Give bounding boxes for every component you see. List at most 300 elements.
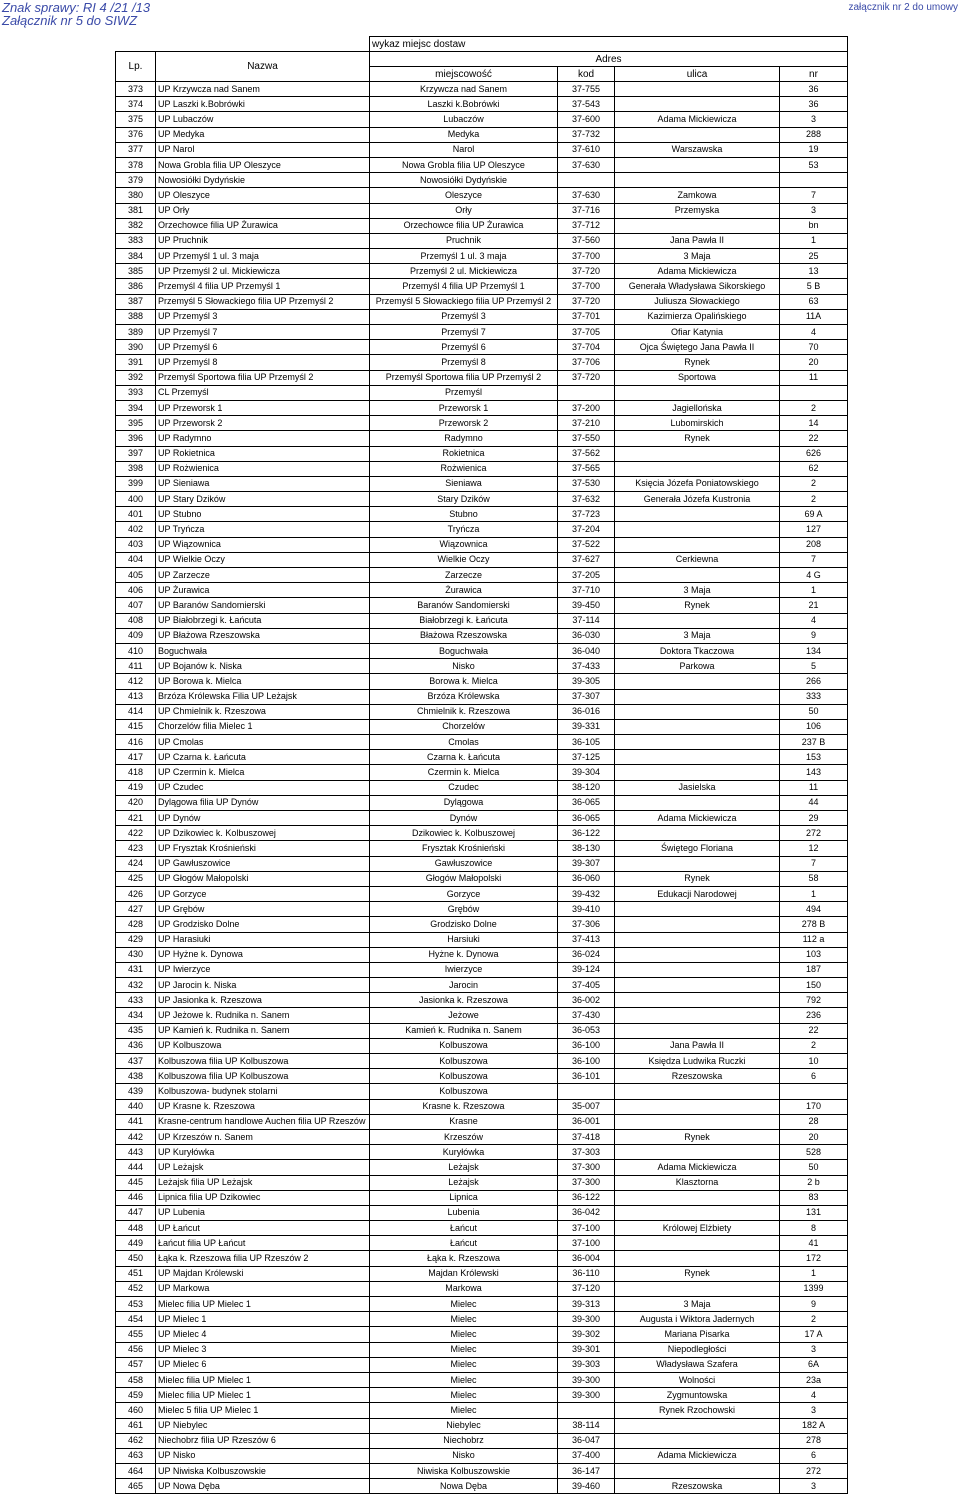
row-name: Łąka k. Rzeszowa filia UP Rzeszów 2 (156, 1251, 370, 1266)
table-row (116, 902, 848, 917)
row-street (615, 689, 780, 704)
row-city: Nowosiółki Dydyńskie (370, 173, 558, 188)
row-code: 36-122 (558, 826, 615, 841)
document-reference: Znak sprawy: RI 4 /21 /13 (2, 0, 151, 15)
row-name: UP Przemyśl 8 (156, 355, 370, 370)
row-city: Chorzelów (370, 719, 558, 734)
table-row (116, 173, 848, 188)
table-row (116, 659, 848, 674)
table-row (116, 583, 848, 598)
table-row (116, 1054, 848, 1069)
row-code: 36-122 (558, 1190, 615, 1205)
row-street: Księcia Józefa Poniatowskiego (615, 476, 780, 491)
row-name: UP Dzikowiec k. Kolbuszowej (156, 826, 370, 841)
row-code: 37-430 (558, 1008, 615, 1023)
row-street (615, 1190, 780, 1205)
row-lp: 452 (116, 1281, 156, 1296)
row-street: Generała Władysława Sikorskiego (615, 279, 780, 294)
row-nr (780, 1084, 848, 1099)
table-row (116, 97, 848, 112)
row-city: Żurawica (370, 583, 558, 598)
row-street: Adama Mickiewicza (615, 112, 780, 127)
row-nr: 25 (780, 249, 848, 264)
row-street: Cerkiewna (615, 552, 780, 567)
row-city: Harsiuki (370, 932, 558, 947)
row-street (615, 385, 780, 400)
row-nr: 11 (780, 370, 848, 385)
row-lp: 464 (116, 1464, 156, 1479)
row-nr: 21 (780, 598, 848, 613)
row-code: 37-205 (558, 568, 615, 583)
row-name: UP Markowa (156, 1281, 370, 1296)
row-lp: 399 (116, 476, 156, 491)
row-code: 36-016 (558, 704, 615, 719)
row-city: Przemyśl 6 (370, 340, 558, 355)
row-name: UP Sieniawa (156, 476, 370, 491)
row-code: 37-712 (558, 218, 615, 233)
row-lp: 409 (116, 628, 156, 643)
row-city: Przemyśl 5 Słowackiego filia UP Przemyśl 2 (370, 294, 558, 309)
row-street (615, 719, 780, 734)
table-row (116, 294, 848, 309)
row-street (615, 947, 780, 962)
row-nr: 7 (780, 856, 848, 871)
row-street: Jana Pawła II (615, 233, 780, 248)
table-row (116, 932, 848, 947)
row-name: Mielec 5 filia UP Mielec 1 (156, 1403, 370, 1418)
row-city: Wiązownica (370, 537, 558, 552)
table-row (116, 689, 848, 704)
table-row (116, 233, 848, 248)
row-nr: 53 (780, 157, 848, 172)
row-code: 39-300 (558, 1312, 615, 1327)
row-street (615, 978, 780, 993)
row-name: UP Radymno (156, 431, 370, 446)
row-name: UP Jarocin k. Niska (156, 978, 370, 993)
row-nr: 36 (780, 82, 848, 97)
row-city: Leżajsk (370, 1175, 558, 1190)
row-nr: 20 (780, 1129, 848, 1144)
row-code: 37-700 (558, 249, 615, 264)
row-city: Sieniawa (370, 476, 558, 491)
table-row (116, 431, 848, 446)
table-row (116, 765, 848, 780)
row-street: Królowej Elżbiety (615, 1221, 780, 1236)
row-nr: 50 (780, 704, 848, 719)
row-city: Orzechowce filia UP Żurawica (370, 218, 558, 233)
row-street: Rynek (615, 431, 780, 446)
row-code: 36-105 (558, 735, 615, 750)
row-lp: 440 (116, 1099, 156, 1114)
row-street: Władysława Szafera (615, 1357, 780, 1372)
row-nr: 103 (780, 947, 848, 962)
table-row (116, 1327, 848, 1342)
row-code: 37-701 (558, 309, 615, 324)
table-row (116, 112, 848, 127)
row-name: UP Majdan Królewski (156, 1266, 370, 1281)
row-lp: 414 (116, 704, 156, 719)
row-code: 37-710 (558, 583, 615, 598)
row-code: 37-720 (558, 370, 615, 385)
row-city: Tryńcza (370, 522, 558, 537)
row-nr: 3 (780, 1479, 848, 1494)
row-city: Rokietnica (370, 446, 558, 461)
row-nr: 1 (780, 233, 848, 248)
table-row (116, 1221, 848, 1236)
row-street: Adama Mickiewicza (615, 1448, 780, 1463)
row-code: 37-720 (558, 294, 615, 309)
row-lp: 439 (116, 1084, 156, 1099)
row-lp: 373 (116, 82, 156, 97)
row-street (615, 993, 780, 1008)
table-row (116, 400, 848, 415)
row-city: Przeworsk 1 (370, 400, 558, 415)
row-lp: 422 (116, 826, 156, 841)
row-street: Jagiellońska (615, 400, 780, 415)
column-header-code: kod (558, 67, 615, 82)
row-street: Księdza Ludwika Ruczki (615, 1054, 780, 1069)
row-city: Przemyśl 4 filia UP Przemyśl 1 (370, 279, 558, 294)
row-name: UP Nisko (156, 1448, 370, 1463)
row-street (615, 735, 780, 750)
row-name: UP Czudec (156, 780, 370, 795)
row-name: Łańcut filia UP Łańcut (156, 1236, 370, 1251)
row-name: UP Frysztak Krośnieński (156, 841, 370, 856)
row-lp: 400 (116, 492, 156, 507)
row-lp: 401 (116, 507, 156, 522)
row-city: Zarzecze (370, 568, 558, 583)
row-street: Kazimierza Opalińskiego (615, 309, 780, 324)
row-city: Laszki k.Bobrówki (370, 97, 558, 112)
row-code: 37-627 (558, 552, 615, 567)
row-lp: 412 (116, 674, 156, 689)
row-nr: 7 (780, 552, 848, 567)
row-street (615, 1145, 780, 1160)
row-code: 39-300 (558, 1388, 615, 1403)
row-name: Nowosiółki Dydyńskie (156, 173, 370, 188)
row-lp: 387 (116, 294, 156, 309)
row-name: UP Jeżowe k. Rudnika n. Sanem (156, 1008, 370, 1023)
table-row (116, 203, 848, 218)
row-lp: 375 (116, 112, 156, 127)
table-row (116, 704, 848, 719)
row-city: Przemyśl 7 (370, 325, 558, 340)
row-code: 37-732 (558, 127, 615, 142)
row-code: 37-120 (558, 1281, 615, 1296)
table-row (116, 1008, 848, 1023)
row-city: Narol (370, 142, 558, 157)
row-city: Czarna k. Łańcuta (370, 750, 558, 765)
table-row (116, 446, 848, 461)
row-code: 37-543 (558, 97, 615, 112)
row-name: CL Przemyśl (156, 385, 370, 400)
row-code: 36-002 (558, 993, 615, 1008)
row-lp: 405 (116, 568, 156, 583)
table-row (116, 279, 848, 294)
row-street (615, 537, 780, 552)
row-nr: 2 (780, 492, 848, 507)
table-row (116, 552, 848, 567)
row-nr: 187 (780, 962, 848, 977)
row-code: 37-560 (558, 233, 615, 248)
table-row (116, 1129, 848, 1144)
row-lp: 392 (116, 370, 156, 385)
row-name: UP Mielec 1 (156, 1312, 370, 1327)
row-code: 37-706 (558, 355, 615, 370)
row-nr: 278 B (780, 917, 848, 932)
row-code: 37-418 (558, 1129, 615, 1144)
row-street: Rynek (615, 871, 780, 886)
row-code: 39-450 (558, 598, 615, 613)
row-lp: 442 (116, 1129, 156, 1144)
row-street: Rynek (615, 355, 780, 370)
table-row (116, 811, 848, 826)
row-lp: 380 (116, 188, 156, 203)
row-name: UP Przeworsk 1 (156, 400, 370, 415)
row-street (615, 932, 780, 947)
row-street: Przemyska (615, 203, 780, 218)
row-lp: 404 (116, 552, 156, 567)
table-row (116, 1464, 848, 1479)
table-row (116, 142, 848, 157)
row-lp: 450 (116, 1251, 156, 1266)
row-street: Jasielska (615, 780, 780, 795)
row-name: Przemyśl Sportowa filia UP Przemyśl 2 (156, 370, 370, 385)
row-code: 38-114 (558, 1418, 615, 1433)
row-street (615, 826, 780, 841)
table-row (116, 1175, 848, 1190)
row-lp: 396 (116, 431, 156, 446)
row-street: Adama Mickiewicza (615, 1160, 780, 1175)
row-nr (780, 173, 848, 188)
table-row (116, 537, 848, 552)
row-street: Rynek (615, 1129, 780, 1144)
row-name: Nowa Grobla filia UP Oleszyce (156, 157, 370, 172)
row-city: Orły (370, 203, 558, 218)
table-row (116, 1205, 848, 1220)
row-nr: 127 (780, 522, 848, 537)
row-city: Krzywcza nad Sanem (370, 82, 558, 97)
row-street: Mariana Pisarka (615, 1327, 780, 1342)
row-street (615, 461, 780, 476)
row-city: Mielec (370, 1357, 558, 1372)
row-lp: 388 (116, 309, 156, 324)
row-name: UP Medyka (156, 127, 370, 142)
row-nr: 208 (780, 537, 848, 552)
row-lp: 379 (116, 173, 156, 188)
row-lp: 463 (116, 1448, 156, 1463)
row-nr: 5 (780, 659, 848, 674)
table-row (116, 370, 848, 385)
row-code: 38-120 (558, 780, 615, 795)
row-nr: 626 (780, 446, 848, 461)
row-lp: 415 (116, 719, 156, 734)
table-row (116, 1190, 848, 1205)
row-nr: 106 (780, 719, 848, 734)
row-street: Parkowa (615, 659, 780, 674)
row-street (615, 1099, 780, 1114)
row-nr: 11A (780, 309, 848, 324)
row-city: Przemyśl 1 ul. 3 maja (370, 249, 558, 264)
row-nr: 2 (780, 400, 848, 415)
row-name: UP Nowa Dęba (156, 1479, 370, 1494)
row-code: 36-060 (558, 871, 615, 886)
row-city: Cmolas (370, 735, 558, 750)
table-row (116, 978, 848, 993)
row-code: 38-130 (558, 841, 615, 856)
row-city: Lubenia (370, 1205, 558, 1220)
row-nr: 28 (780, 1114, 848, 1129)
row-code: 37-433 (558, 659, 615, 674)
row-lp: 407 (116, 598, 156, 613)
table-row (116, 719, 848, 734)
table-row (116, 1403, 848, 1418)
row-code: 37-720 (558, 264, 615, 279)
row-street (615, 1281, 780, 1296)
row-code: 37-700 (558, 279, 615, 294)
table-row (116, 385, 848, 400)
row-name: Chorzelów filia Mielec 1 (156, 719, 370, 734)
row-code: 37-125 (558, 750, 615, 765)
row-city: Nisko (370, 659, 558, 674)
row-lp: 384 (116, 249, 156, 264)
attachment-label: Załącznik nr 5 do SIWZ (2, 13, 138, 28)
row-name: Kolbuszowa- budynek stolarni (156, 1084, 370, 1099)
row-street (615, 750, 780, 765)
table-row (116, 1251, 848, 1266)
row-nr: 2 (780, 1038, 848, 1053)
row-code: 37-522 (558, 537, 615, 552)
row-name: UP Mielec 6 (156, 1357, 370, 1372)
annex-label: załącznik nr 2 do umowy (848, 2, 958, 13)
row-code: 36-147 (558, 1464, 615, 1479)
row-lp: 436 (116, 1038, 156, 1053)
table-row (116, 1312, 848, 1327)
row-name: UP Zarzecze (156, 568, 370, 583)
row-nr: 17 A (780, 1327, 848, 1342)
row-city: Chmielnik k. Rzeszowa (370, 704, 558, 719)
row-lp: 457 (116, 1357, 156, 1372)
row-name: UP Niwiska Kolbuszowskie (156, 1464, 370, 1479)
row-city: Głogów Małopolski (370, 871, 558, 886)
row-code: 37-303 (558, 1145, 615, 1160)
table-row (116, 1297, 848, 1312)
row-lp: 394 (116, 400, 156, 415)
row-nr: 182 A (780, 1418, 848, 1433)
row-nr: 11 (780, 780, 848, 795)
row-street (615, 1023, 780, 1038)
row-city: Mielec (370, 1388, 558, 1403)
row-nr: 3 (780, 1342, 848, 1357)
row-lp: 391 (116, 355, 156, 370)
row-city: Przemyśl 3 (370, 309, 558, 324)
row-nr: 237 B (780, 735, 848, 750)
row-name: UP Przemyśl 2 ul. Mickiewicza (156, 264, 370, 279)
table-row (116, 127, 848, 142)
row-code: 37-307 (558, 689, 615, 704)
row-nr: 4 G (780, 568, 848, 583)
row-nr: 266 (780, 674, 848, 689)
row-nr: 10 (780, 1054, 848, 1069)
row-nr: 1 (780, 886, 848, 901)
table-row (116, 1372, 848, 1387)
row-city: Jarocin (370, 978, 558, 993)
row-lp: 374 (116, 97, 156, 112)
row-city: Hyżne k. Dynowa (370, 947, 558, 962)
table-row (116, 340, 848, 355)
row-city: Błażowa Rzeszowska (370, 628, 558, 643)
row-name: UP Wiązownica (156, 537, 370, 552)
row-street (615, 1114, 780, 1129)
row-city: Kolbuszowa (370, 1038, 558, 1053)
row-city: Krasne k. Rzeszowa (370, 1099, 558, 1114)
row-city: Przemyśl (370, 385, 558, 400)
row-lp: 451 (116, 1266, 156, 1281)
row-city: Kolbuszowa (370, 1069, 558, 1084)
row-street (615, 157, 780, 172)
row-nr: 69 A (780, 507, 848, 522)
row-street (615, 446, 780, 461)
row-name: UP Stubno (156, 507, 370, 522)
row-city: Wielkie Oczy (370, 552, 558, 567)
row-nr: 1 (780, 1266, 848, 1281)
row-street (615, 674, 780, 689)
row-name: Mielec filia UP Mielec 1 (156, 1297, 370, 1312)
row-city: Nowa Dęba (370, 1479, 558, 1494)
row-name: UP Krzywcza nad Sanem (156, 82, 370, 97)
row-lp: 378 (116, 157, 156, 172)
row-city: Mielec (370, 1312, 558, 1327)
row-city: Dzikowiec k. Kolbuszowej (370, 826, 558, 841)
row-street: 3 Maja (615, 249, 780, 264)
row-street: Jana Pawła II (615, 1038, 780, 1053)
row-street: 3 Maja (615, 583, 780, 598)
table-row (116, 492, 848, 507)
table-row (116, 826, 848, 841)
row-nr: 63 (780, 294, 848, 309)
row-street: Adama Mickiewicza (615, 811, 780, 826)
row-lp: 402 (116, 522, 156, 537)
row-code: 39-460 (558, 1479, 615, 1494)
row-lp: 424 (116, 856, 156, 871)
table-row (116, 1357, 848, 1372)
table-row (116, 1418, 848, 1433)
row-nr: 494 (780, 902, 848, 917)
row-city: Niechobrz (370, 1433, 558, 1448)
row-city: Lubaczów (370, 112, 558, 127)
row-code: 39-124 (558, 962, 615, 977)
column-header-nr: nr (780, 67, 848, 82)
row-street: Zamkowa (615, 188, 780, 203)
row-street (615, 568, 780, 583)
table-row (116, 476, 848, 491)
row-lp: 423 (116, 841, 156, 856)
row-name: Boguchwała (156, 643, 370, 658)
row-name: UP Pruchnik (156, 233, 370, 248)
table-row (116, 735, 848, 750)
row-code: 37-610 (558, 142, 615, 157)
row-nr: 172 (780, 1251, 848, 1266)
row-street (615, 218, 780, 233)
table-row (116, 461, 848, 476)
row-name: UP Wielkie Oczy (156, 552, 370, 567)
row-city: Przemyśl Sportowa filia UP Przemyśl 2 (370, 370, 558, 385)
row-name: UP Niebylec (156, 1418, 370, 1433)
row-lp: 416 (116, 735, 156, 750)
row-nr: 14 (780, 416, 848, 431)
row-lp: 462 (116, 1433, 156, 1448)
row-nr: 58 (780, 871, 848, 886)
